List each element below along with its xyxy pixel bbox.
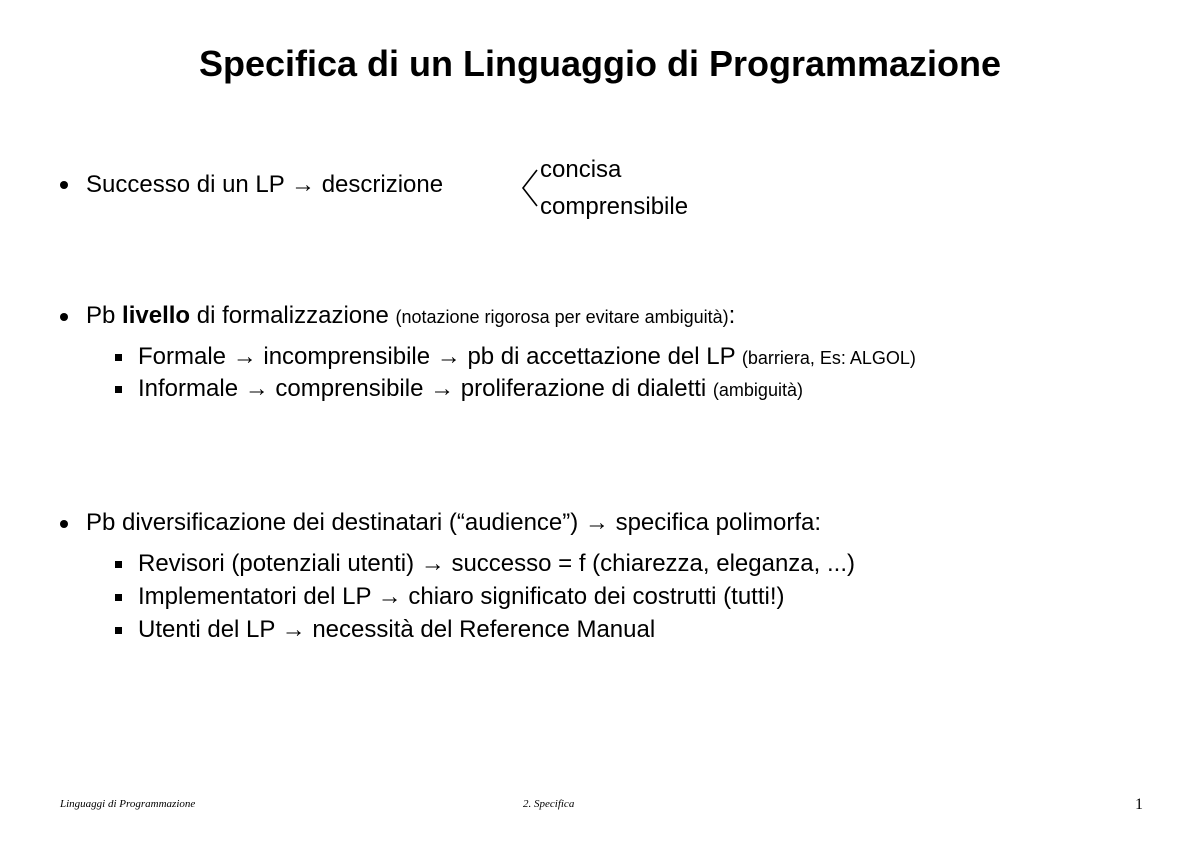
sub-bullet-square	[115, 386, 122, 393]
footer-course: Linguaggi di Programmazione	[60, 798, 196, 810]
sub-bullet-square	[115, 594, 122, 601]
bullet-dot	[60, 520, 68, 528]
bullet-2-note: (notazione rigorosa per evitare ambiguità)	[395, 307, 729, 327]
sub-item-main: Informale → comprensibile → proliferazione di dialetti	[138, 375, 713, 402]
sub-item-main: Formale → incomprensibile → pb di accettazione del LP	[138, 343, 742, 370]
bullet-2-prefix: Pb	[86, 302, 123, 329]
bullet-3-text: Pb diversificazione dei destinatari (“audience”) → specifica polimorfa:	[86, 509, 821, 536]
page-title: Specifica di un Linguaggio di Programmazione	[198, 43, 1002, 84]
bullet-1-text: Successo di un LP → descrizione	[86, 171, 444, 198]
sub-bullet-square	[115, 627, 122, 634]
branch-bracket-icon	[517, 168, 541, 208]
sub-item	[138, 342, 916, 373]
page-number: 1	[1135, 796, 1143, 813]
bullet-2-bold: livello	[122, 302, 191, 329]
sub-item: Utenti del LP → necessità del Reference Manual	[138, 616, 656, 643]
branch-concisa: concisa	[540, 156, 622, 183]
sub-item-note: (ambiguità)	[712, 380, 803, 400]
sub-bullet-square	[115, 561, 122, 568]
bullet-2-rest: di formalizzazione	[190, 302, 396, 329]
sub-bullet-square	[115, 354, 122, 361]
sub-item	[138, 374, 803, 405]
branch-comprensibile: comprensibile	[540, 193, 689, 220]
sub-item-note: (barriera, Es: ALGOL)	[741, 348, 916, 368]
bullet-dot	[60, 181, 68, 189]
sub-item: Revisori (potenziali utenti) → successo = f (chiarezza, eleganza, ...)	[138, 550, 855, 577]
bullet-2-suffix: :	[728, 302, 736, 329]
bullet-dot	[60, 313, 68, 321]
bullet-2-text	[86, 301, 735, 332]
footer-section: 2. Specifica	[523, 798, 575, 810]
sub-item: Implementatori del LP → chiaro significato dei costrutti (tutti!)	[138, 583, 785, 610]
